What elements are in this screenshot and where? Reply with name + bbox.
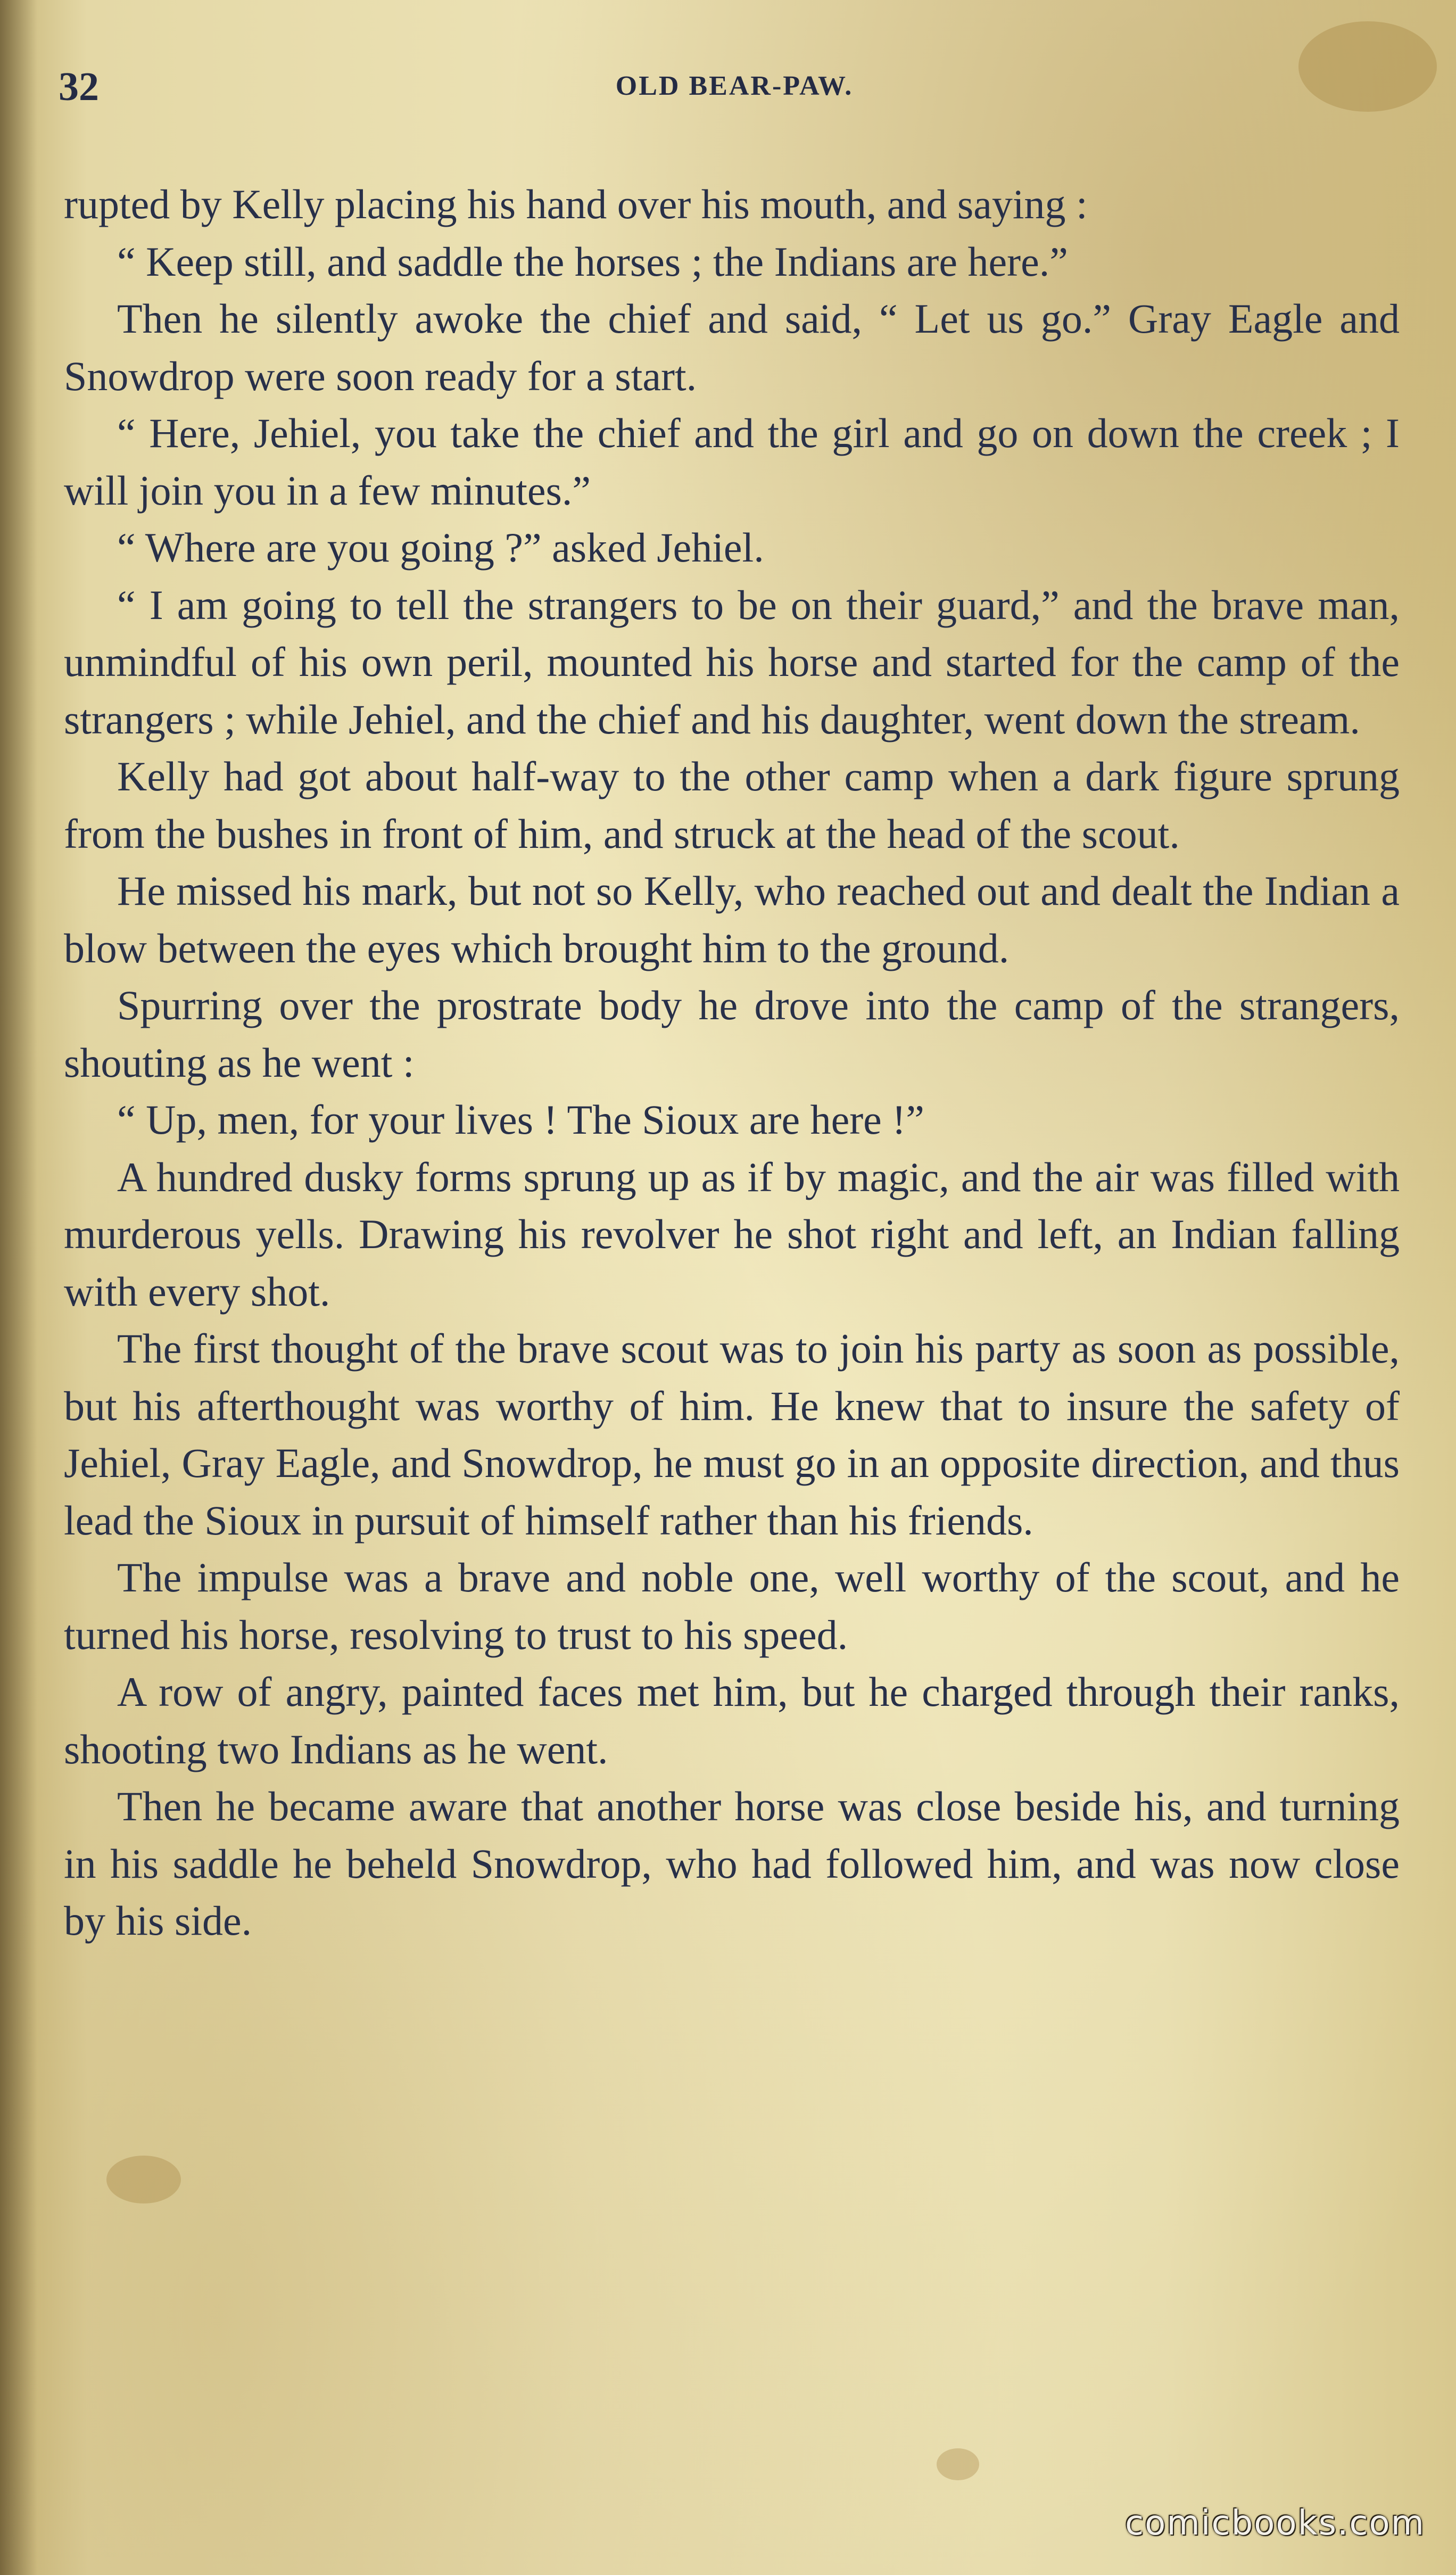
- paragraph: A hundred dusky forms sprung up as if by magic, and the air was filled with murderous yells. Drawing his revolver he shot right and left, an Indian falling with every shot.: [64, 1153, 1400, 1315]
- running-title: OLD BEAR-PAW.: [615, 71, 854, 101]
- paragraph: The first thought of the brave scout was to join his party as soon as possible, but his afterthought was worthy of him. He knew that to insure the safety of Jehiel, Gray Eagle, and Snowdrop, he must go in an opposite direction, and thus lead the Sioux in pursuit of himself rather than his friends.: [64, 1325, 1400, 1544]
- page-number: 32: [59, 64, 99, 109]
- paper-stain: [937, 2448, 979, 2480]
- paper-stain: [106, 2156, 181, 2203]
- paragraph: He missed his mark, but not so Kelly, who reached out and dealt the Indian a blow between the eyes which brought him to the ground.: [64, 868, 1400, 971]
- paragraph: The impulse was a brave and noble one, well worthy of the scout, and he turned his horse, resolving to trust to his speed.: [64, 1554, 1400, 1658]
- watermark: comicbooks.com: [1124, 2504, 1425, 2543]
- binding-shadow: [0, 0, 37, 2575]
- paragraph: “ Keep still, and saddle the horses ; the Indians are here.”: [117, 238, 1068, 285]
- paragraph: “ Here, Jehiel, you take the chief and the girl and go on down the creek ; I will join you in a few minutes.”: [64, 410, 1400, 514]
- paragraph: “ Where are you going ?” asked Jehiel.: [117, 524, 764, 571]
- paragraph: Spurring over the prostrate body he drove into the camp of the strangers, shouting as he went :: [64, 982, 1400, 1086]
- paragraph: “ Up, men, for your lives ! The Sioux are here !”: [117, 1096, 924, 1143]
- body-text: [64, 176, 1400, 1950]
- paragraph: A row of angry, painted faces met him, but he charged through their ranks, shooting two Indians as he went.: [64, 1669, 1400, 1772]
- paragraph: Kelly had got about half-way to the other camp when a dark figure sprung from the bushes in front of him, and struck at the head of the scout.: [64, 753, 1400, 857]
- paragraph: Then he silently awoke the chief and said, “ Let us go.” Gray Eagle and Snowdrop were soon ready for a start.: [64, 295, 1400, 399]
- paragraph: rupted by Kelly placing his hand over his mouth, and saying :: [64, 181, 1088, 227]
- page-header: [59, 64, 1410, 128]
- paragraph: Then he became aware that another horse was close beside his, and turning in his saddle he beheld Snowdrop, who had followed him, and was now close by his side.: [64, 1783, 1400, 1944]
- paragraph: “ I am going to tell the strangers to be on their guard,” and the brave man, unmindful of his own peril, mounted his horse and started for the camp of the strangers ; while Jehiel, and the chief and his daughter, went down the stream.: [64, 581, 1400, 742]
